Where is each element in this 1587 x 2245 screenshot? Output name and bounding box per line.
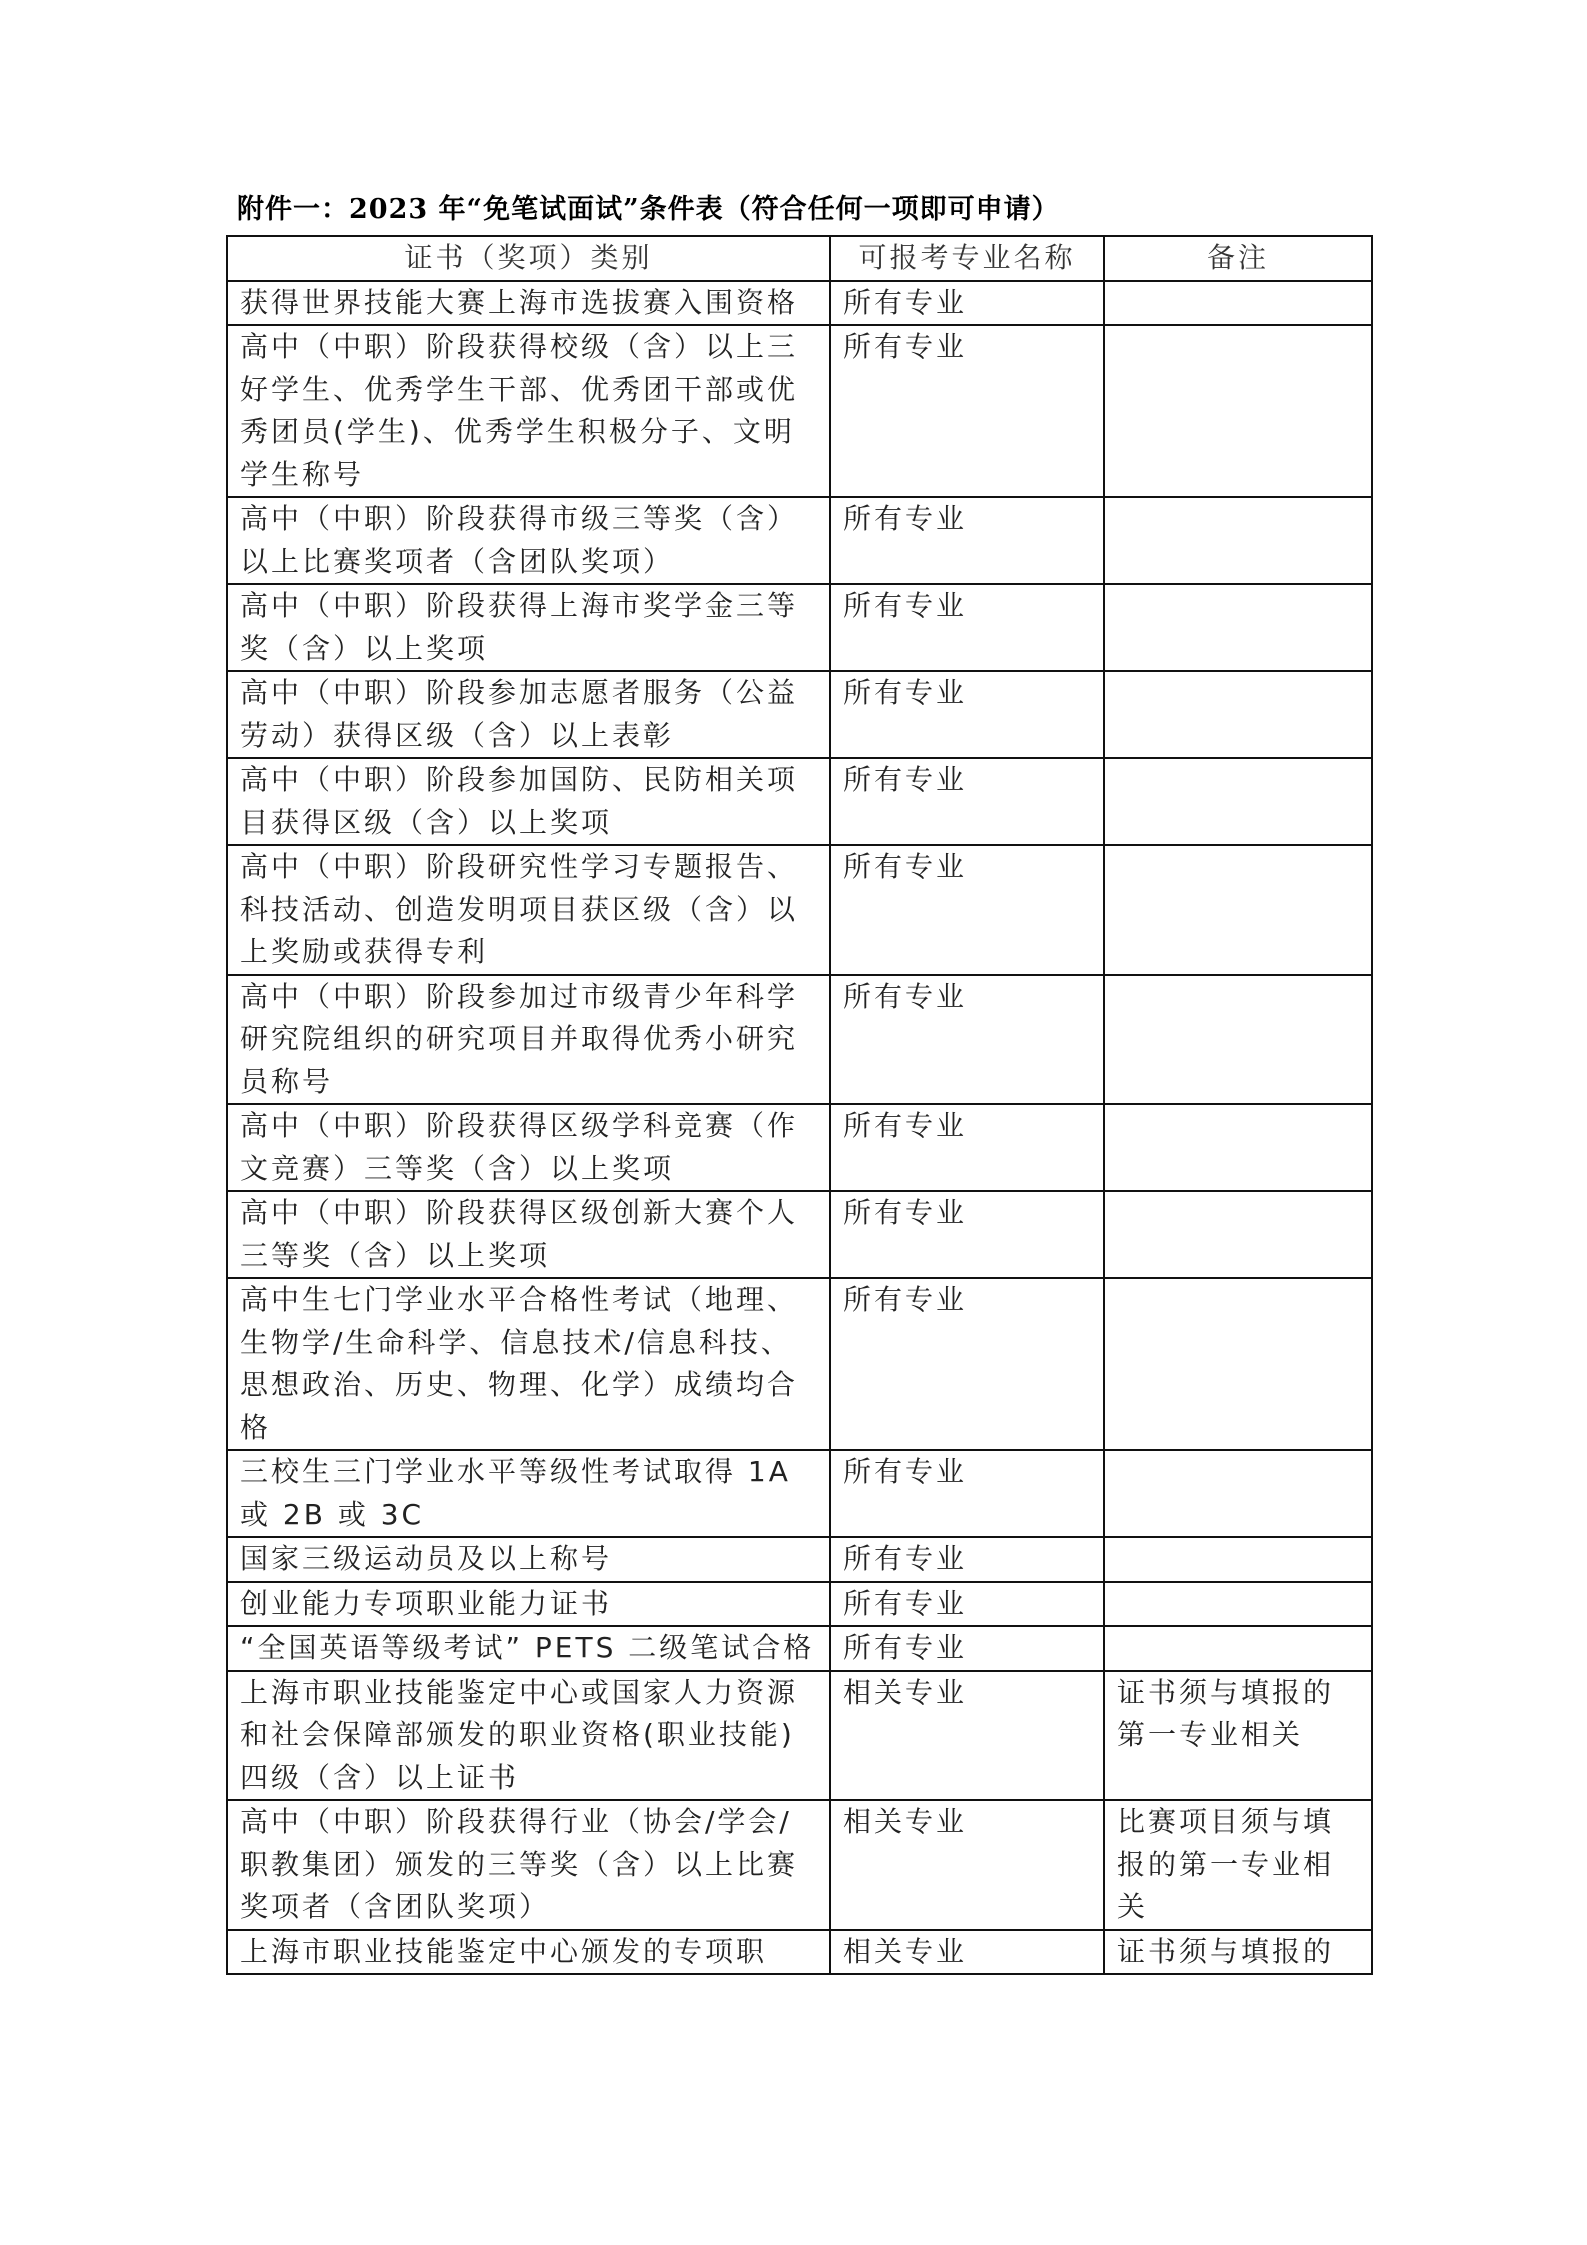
cell-note: [1104, 1537, 1372, 1582]
cell-category: 高中（中职）阶段参加国防、民防相关项目获得区级（含）以上奖项: [227, 758, 830, 845]
cell-note: [1104, 671, 1372, 758]
cell-category: 上海市职业技能鉴定中心或国家人力资源和社会保障部颁发的职业资格(职业技能)四级（含）以上证书: [227, 1671, 830, 1801]
table-row: [227, 1930, 1372, 1975]
cell-note: [1104, 1104, 1372, 1191]
table-row: [227, 1450, 1372, 1537]
cell-category: 高中（中职）阶段参加过市级青少年科学研究院组织的研究项目并取得优秀小研究员称号: [227, 975, 830, 1105]
cell-category: 高中（中职）阶段获得上海市奖学金三等奖（含）以上奖项: [227, 584, 830, 671]
cell-note: [1104, 1191, 1372, 1278]
cell-major: 所有专业: [830, 1626, 1104, 1671]
cell-category: 国家三级运动员及以上称号: [227, 1537, 830, 1582]
table-row: [227, 1800, 1372, 1930]
cell-note: [1104, 1278, 1372, 1450]
cell-major: 相关专业: [830, 1671, 1104, 1801]
conditions-table: [226, 235, 1373, 1975]
cell-category: 获得世界技能大赛上海市选拔赛入围资格: [227, 281, 830, 326]
cell-note: [1104, 845, 1372, 975]
cell-major: 所有专业: [830, 1537, 1104, 1582]
header-category: 证书（奖项）类别: [227, 236, 830, 281]
table-row: [227, 584, 1372, 671]
cell-major: 所有专业: [830, 758, 1104, 845]
cell-note: [1104, 758, 1372, 845]
cell-note: [1104, 497, 1372, 584]
cell-major: 所有专业: [830, 497, 1104, 584]
cell-category: 高中（中职）阶段获得区级创新大赛个人三等奖（含）以上奖项: [227, 1191, 830, 1278]
cell-category: 高中（中职）阶段获得市级三等奖（含）以上比赛奖项者（含团队奖项）: [227, 497, 830, 584]
cell-note: [1104, 281, 1372, 326]
table-row: [227, 671, 1372, 758]
cell-major: 所有专业: [830, 584, 1104, 671]
cell-category: 高中（中职）阶段获得校级（含）以上三好学生、优秀学生干部、优秀团干部或优秀团员(学生)、优秀学生积极分子、文明学生称号: [227, 325, 830, 497]
table-row: [227, 1626, 1372, 1671]
cell-category: 上海市职业技能鉴定中心颁发的专项职: [227, 1930, 830, 1975]
table-row: [227, 1537, 1372, 1582]
header-note: 备注: [1104, 236, 1372, 281]
cell-note: [1104, 1450, 1372, 1537]
table-row: [227, 1104, 1372, 1191]
table-row: [227, 758, 1372, 845]
table-header-row: [227, 236, 1372, 281]
cell-major: 所有专业: [830, 1582, 1104, 1627]
cell-note: [1104, 1582, 1372, 1627]
cell-category: 高中（中职）阶段获得区级学科竞赛（作文竞赛）三等奖（含）以上奖项: [227, 1104, 830, 1191]
cell-major: 所有专业: [830, 1450, 1104, 1537]
cell-note: 比赛项目须与填报的第一专业相关: [1104, 1800, 1372, 1930]
cell-note: 证书须与填报的: [1104, 1930, 1372, 1975]
table-row: [227, 1278, 1372, 1450]
cell-note: [1104, 584, 1372, 671]
cell-note: [1104, 975, 1372, 1105]
table-row: [227, 1582, 1372, 1627]
header-major: 可报考专业名称: [830, 236, 1104, 281]
cell-major: 所有专业: [830, 1104, 1104, 1191]
document-title: 附件一：2023 年“免笔试面试”条件表（符合任何一项即可申请）: [237, 194, 1060, 225]
cell-major: 所有专业: [830, 281, 1104, 326]
table-row: [227, 845, 1372, 975]
cell-major: 所有专业: [830, 975, 1104, 1105]
table-row: [227, 1671, 1372, 1801]
cell-major: 所有专业: [830, 325, 1104, 497]
cell-note: [1104, 325, 1372, 497]
cell-major: 相关专业: [830, 1800, 1104, 1930]
table-row: [227, 281, 1372, 326]
cell-category: 高中（中职）阶段参加志愿者服务（公益劳动）获得区级（含）以上表彰: [227, 671, 830, 758]
cell-major: 所有专业: [830, 1191, 1104, 1278]
table-row: [227, 975, 1372, 1105]
cell-note: [1104, 1626, 1372, 1671]
cell-category: 高中生七门学业水平合格性考试（地理、生物学/生命科学、信息技术/信息科技、思想政治、历史、物理、化学）成绩均合格: [227, 1278, 830, 1450]
cell-category: “全国英语等级考试” PETS 二级笔试合格: [227, 1626, 830, 1671]
table-row: [227, 1191, 1372, 1278]
cell-major: 所有专业: [830, 1278, 1104, 1450]
cell-note: 证书须与填报的第一专业相关: [1104, 1671, 1372, 1801]
table-body: [227, 281, 1372, 1975]
table-row: [227, 497, 1372, 584]
cell-major: 相关专业: [830, 1930, 1104, 1975]
cell-major: 所有专业: [830, 671, 1104, 758]
cell-category: 三校生三门学业水平等级性考试取得 1A 或 2B 或 3C: [227, 1450, 830, 1537]
cell-category: 高中（中职）阶段研究性学习专题报告、科技活动、创造发明项目获区级（含）以上奖励或获得专利: [227, 845, 830, 975]
cell-major: 所有专业: [830, 845, 1104, 975]
cell-category: 高中（中职）阶段获得行业（协会/学会/职教集团）颁发的三等奖（含）以上比赛奖项者（含团队奖项）: [227, 1800, 830, 1930]
table-row: [227, 325, 1372, 497]
cell-category: 创业能力专项职业能力证书: [227, 1582, 830, 1627]
